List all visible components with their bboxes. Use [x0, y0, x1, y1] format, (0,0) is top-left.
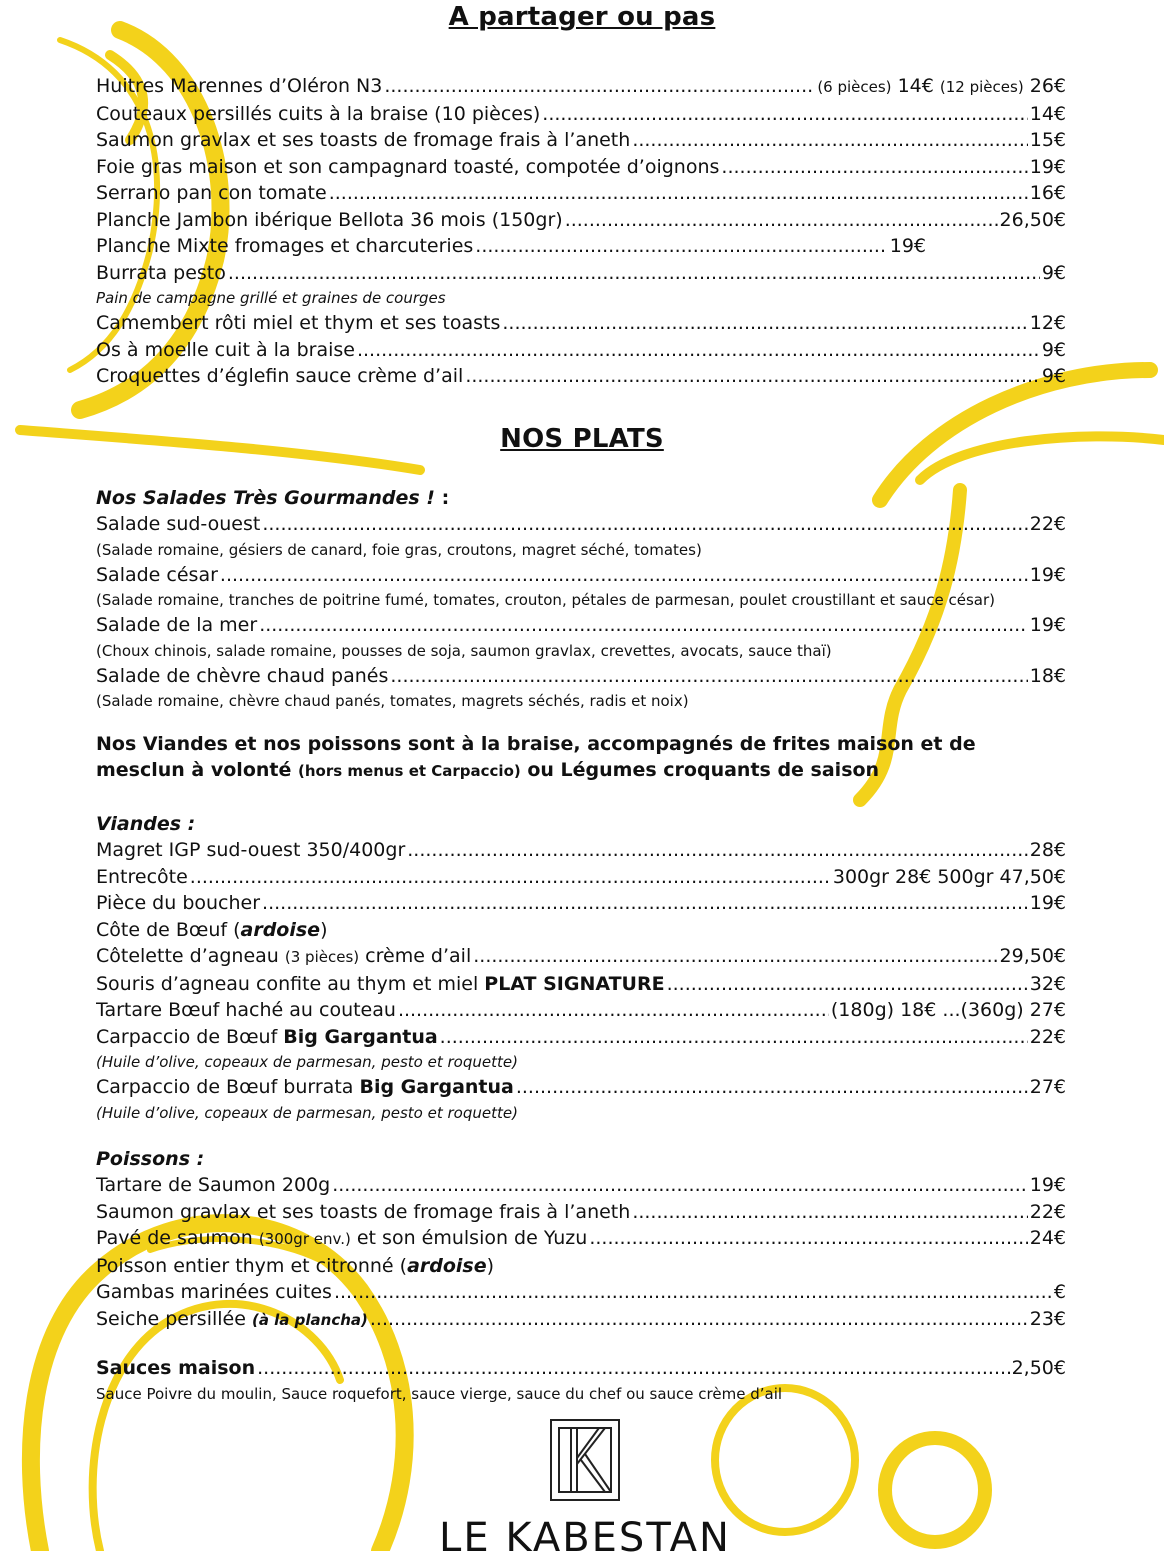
- meats-heading: Viandes :: [96, 813, 196, 835]
- menu-item: Salade de chèvre chaud panés ..... 18€: [96, 663, 1066, 690]
- menu-item: Magret IGP sud-ouest 350/400gr ..... 28€: [96, 837, 1066, 864]
- item-note: (Salade romaine, chèvre chaud panés, tomates, magrets séchés, radis et noix): [96, 692, 689, 710]
- fish-heading: Poissons :: [96, 1148, 205, 1170]
- braise-banner: Nos Viandes et nos poissons sont à la braise, accompagnés de frites maison et de mesclun à volonté (hors menus et Carpaccio) ou Légumes croquants de saison: [96, 733, 976, 781]
- k-monogram-icon: [549, 1418, 621, 1502]
- section-title-plats: NOS PLATS: [500, 424, 664, 454]
- sauces: [96, 1355, 1066, 1406]
- menu-item: Burrata pesto ..... 9€: [96, 260, 1066, 287]
- menu-item: Salade sud-ouest ..... 22€: [96, 511, 1066, 538]
- menu-item: Côte de Bœuf (ardoise): [96, 918, 328, 941]
- ring-bottom-left-inner: [93, 1304, 340, 1551]
- menu-item: Couteaux persillés cuits à la braise (10 pièces) ..... 14€: [96, 101, 1066, 128]
- ring-bottom-right: [885, 1438, 985, 1542]
- meats-list: [96, 811, 1066, 1125]
- item-note: Pain de campagne grillé et graines de courges: [96, 289, 446, 307]
- menu-item: Os à moelle cuit à la braise ..... 9€: [96, 337, 1066, 364]
- menu-item: Tartare de Saumon 200g ..... 19€: [96, 1172, 1066, 1199]
- menu-item: Poisson entier thym et citronné (ardoise): [96, 1254, 495, 1277]
- menu-item: Pièce du boucher ..... 19€: [96, 890, 1066, 917]
- menu-item: Saumon gravlax et ses toasts de fromage frais à l’aneth ..... 15€: [96, 127, 1066, 154]
- item-note: (Huile d’olive, copeaux de parmesan, pesto et roquette): [96, 1103, 518, 1122]
- menu-item: Salade de la mer ..... 19€: [96, 612, 1066, 639]
- fish-list: [96, 1146, 1066, 1333]
- menu-item: Entrecôte ..... 300gr 28€ 500gr 47,50€: [96, 864, 1066, 891]
- menu-item: Tartare Bœuf haché au couteau ..... (180g) 18€ ...(360g) 27€: [96, 997, 1066, 1024]
- brand-name: LE KABESTAN: [439, 1515, 731, 1561]
- menu-item: Planche Mixte fromages et charcuteries ..... 19€: [96, 233, 926, 260]
- menu-item: Carpaccio de Bœuf Big Gargantua ..... 22€: [96, 1024, 1066, 1051]
- item-note: (Huile d’olive, copeaux de parmesan, pesto et roquette): [96, 1053, 518, 1071]
- menu-item: Saumon gravlax et ses toasts de fromage frais à l’aneth ..... 22€: [96, 1199, 1066, 1226]
- menu-item: Sauces maison ..... 2,50€: [96, 1355, 1066, 1382]
- menu-item: Seiche persillée (à la plancha) ..... 23€: [96, 1306, 1066, 1334]
- menu-item: Huitres Marennes d’Oléron N3 ..... (6 pièces) 14€ (12 pièces) 26€: [96, 73, 1066, 101]
- menu-item: Camembert rôti miel et thym et ses toasts ..... 12€: [96, 310, 1066, 337]
- menu-item: Croquettes d’églefin sauce crème d’ail ..... 9€: [96, 363, 1066, 390]
- item-note: (Choux chinois, salade romaine, pousses de soja, saumon gravlax, crevettes, avocats, sauce thaï): [96, 641, 832, 660]
- partager-list: [96, 73, 1066, 390]
- menu-item: Foie gras maison et son campagnard toasté, compotée d’oignons ..... 19€: [96, 154, 1066, 181]
- menu-item: Serrano pan con tomate ..... 16€: [96, 180, 1066, 207]
- menu-item: Gambas marinées cuites ..... €: [96, 1279, 1066, 1306]
- item-note: Sauce Poivre du moulin, Sauce roquefort, sauce vierge, sauce du chef ou sauce crème d’ail: [96, 1384, 783, 1403]
- item-note: (Salade romaine, tranches de poitrine fumé, tomates, crouton, pétales de parmesan, poulet croustillant et sauce césar): [96, 591, 996, 609]
- menu-item: Carpaccio de Bœuf burrata Big Gargantua ..... 27€: [96, 1074, 1066, 1101]
- salads-list: [96, 485, 1066, 713]
- menu-item: Souris d’agneau confite au thym et miel PLAT SIGNATURE ..... 32€: [96, 971, 1066, 998]
- menu-item: Salade césar ..... 19€: [96, 562, 1066, 589]
- menu-item: Pavé de saumon (300gr env.) et son émulsion de Yuzu ..... 24€: [96, 1225, 1066, 1253]
- brand-logo: [430, 1418, 740, 1561]
- menu-item: Côtelette d’agneau (3 pièces) crème d’ail ..... 29,50€: [96, 943, 1066, 971]
- salads-heading: Nos Salades Très Gourmandes ! :: [96, 487, 450, 509]
- menu-item: Planche Jambon ibérique Bellota 36 mois (150gr) ..... 26,50€: [96, 207, 1066, 234]
- section-title-partager: A partager ou pas: [448, 2, 716, 32]
- item-note: (Salade romaine, gésiers de canard, foie gras, croutons, magret séché, tomates): [96, 540, 702, 559]
